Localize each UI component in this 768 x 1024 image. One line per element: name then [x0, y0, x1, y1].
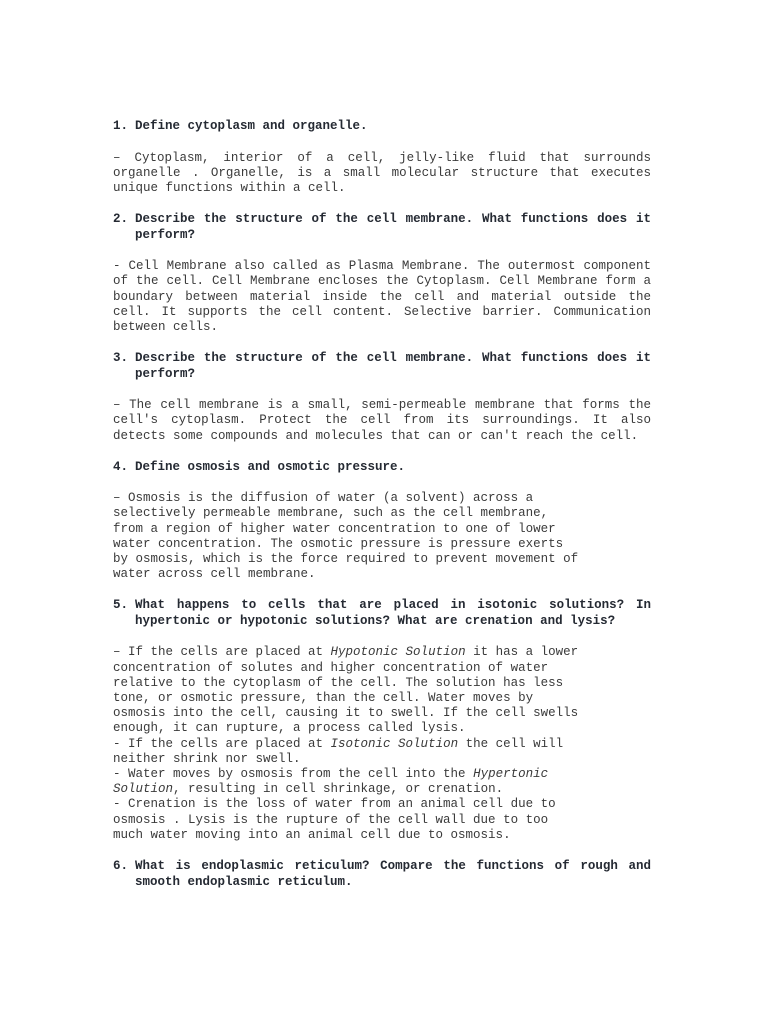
- answer-line: by osmosis, which is the force required to prevent movement of: [113, 552, 579, 567]
- answer-line: tone, or osmotic pressure, than the cell. Water moves by: [113, 691, 534, 706]
- answer-text: – If the cells are placed at: [113, 645, 331, 660]
- answer-line: enough, it can rupture, a process called lysis.: [113, 721, 466, 736]
- answer-text: , resulting in cell shrinkage, or crenation.: [173, 782, 504, 797]
- answer-3: – The cell membrane is a small, semi-permeable membrane that forms the cell's cytoplasm. Protect the cell from its surroundings. It also detects some compounds and molecules that can or can't reach the cell.: [113, 398, 651, 443]
- answer-4: [113, 491, 651, 582]
- question-text: Define osmosis and osmotic pressure.: [135, 459, 406, 474]
- question-3: [113, 351, 651, 382]
- answer-emphasis: Hypotonic Solution: [330, 645, 466, 660]
- answer-text: - If the cells are placed at: [113, 736, 331, 751]
- answer-line: osmosis . Lysis is the rupture of the cell wall due to too: [113, 812, 549, 827]
- question-text: What happens to cells that are placed in isotonic solutions? In hypertonic or hypotonic solutions? What are crenation and lysis?: [135, 598, 651, 628]
- answer-line: – Osmosis is the diffusion of water (a solvent) across a: [113, 491, 534, 506]
- answer-line: from a region of higher water concentration to one of lower: [113, 521, 556, 536]
- answer-emphasis: Isotonic Solution: [330, 736, 459, 751]
- question-number: 6.: [113, 859, 129, 874]
- question-number: 3.: [113, 351, 129, 366]
- question-number: 2.: [113, 212, 129, 227]
- answer-line: osmosis into the cell, causing it to swell. If the cell swells: [113, 706, 579, 721]
- question-1: [113, 119, 651, 135]
- answer-line: water concentration. The osmotic pressure is pressure exerts: [113, 536, 564, 551]
- answer-5: [113, 645, 651, 843]
- answer-text: - Water moves by osmosis from the cell into the: [113, 767, 474, 782]
- answer-line: relative to the cytoplasm of the cell. The solution has less: [113, 675, 564, 690]
- answer-emphasis: Solution: [113, 782, 174, 797]
- question-text: Describe the structure of the cell membrane. What functions does it perform?: [135, 212, 651, 242]
- answer-line: - Crenation is the loss of water from an animal cell due to: [113, 797, 556, 812]
- answer-line: [113, 767, 651, 782]
- answer-line: concentration of solutes and higher concentration of water: [113, 660, 549, 675]
- answer-2: - Cell Membrane also called as Plasma Membrane. The outermost component of the cell. Cell Membrane encloses the Cytoplasm. Cell Membrane form a boundary between material inside the cell and material outside the cell. It supports the cell content. Selective barrier. Communication between cells.: [113, 259, 651, 334]
- answer-emphasis: Hypertonic: [473, 767, 549, 782]
- answer-line: [113, 737, 651, 752]
- answer-line: much water moving into an animal cell due to osmosis.: [113, 827, 511, 842]
- question-text: Define cytoplasm and organelle.: [135, 119, 368, 133]
- answer-text: it has a lower: [465, 645, 579, 660]
- answer-line: [113, 782, 651, 797]
- question-6: [113, 859, 651, 890]
- answer-line: [113, 645, 651, 660]
- question-text: Describe the structure of the cell membrane. What functions does it perform?: [135, 351, 651, 381]
- document-content: [113, 119, 651, 906]
- question-number: 4.: [113, 459, 129, 474]
- question-number: 5.: [113, 598, 129, 613]
- question-text: What is endoplasmic reticulum? Compare the functions of rough and smooth endoplasmic reticulum.: [135, 859, 651, 889]
- answer-line: selectively permeable membrane, such as the cell membrane,: [113, 506, 549, 521]
- answer-1: – Cytoplasm, interior of a cell, jelly-like fluid that surrounds organelle . Organelle, is a small molecular structure that executes unique functions within a cell.: [113, 150, 651, 195]
- answer-text: the cell will: [458, 736, 564, 751]
- question-number: 1.: [113, 119, 129, 133]
- question-2: [113, 212, 651, 243]
- answer-line: water across cell membrane.: [113, 567, 316, 582]
- question-4: [113, 460, 651, 476]
- answer-line: neither shrink nor swell.: [113, 751, 301, 766]
- question-5: [113, 598, 651, 629]
